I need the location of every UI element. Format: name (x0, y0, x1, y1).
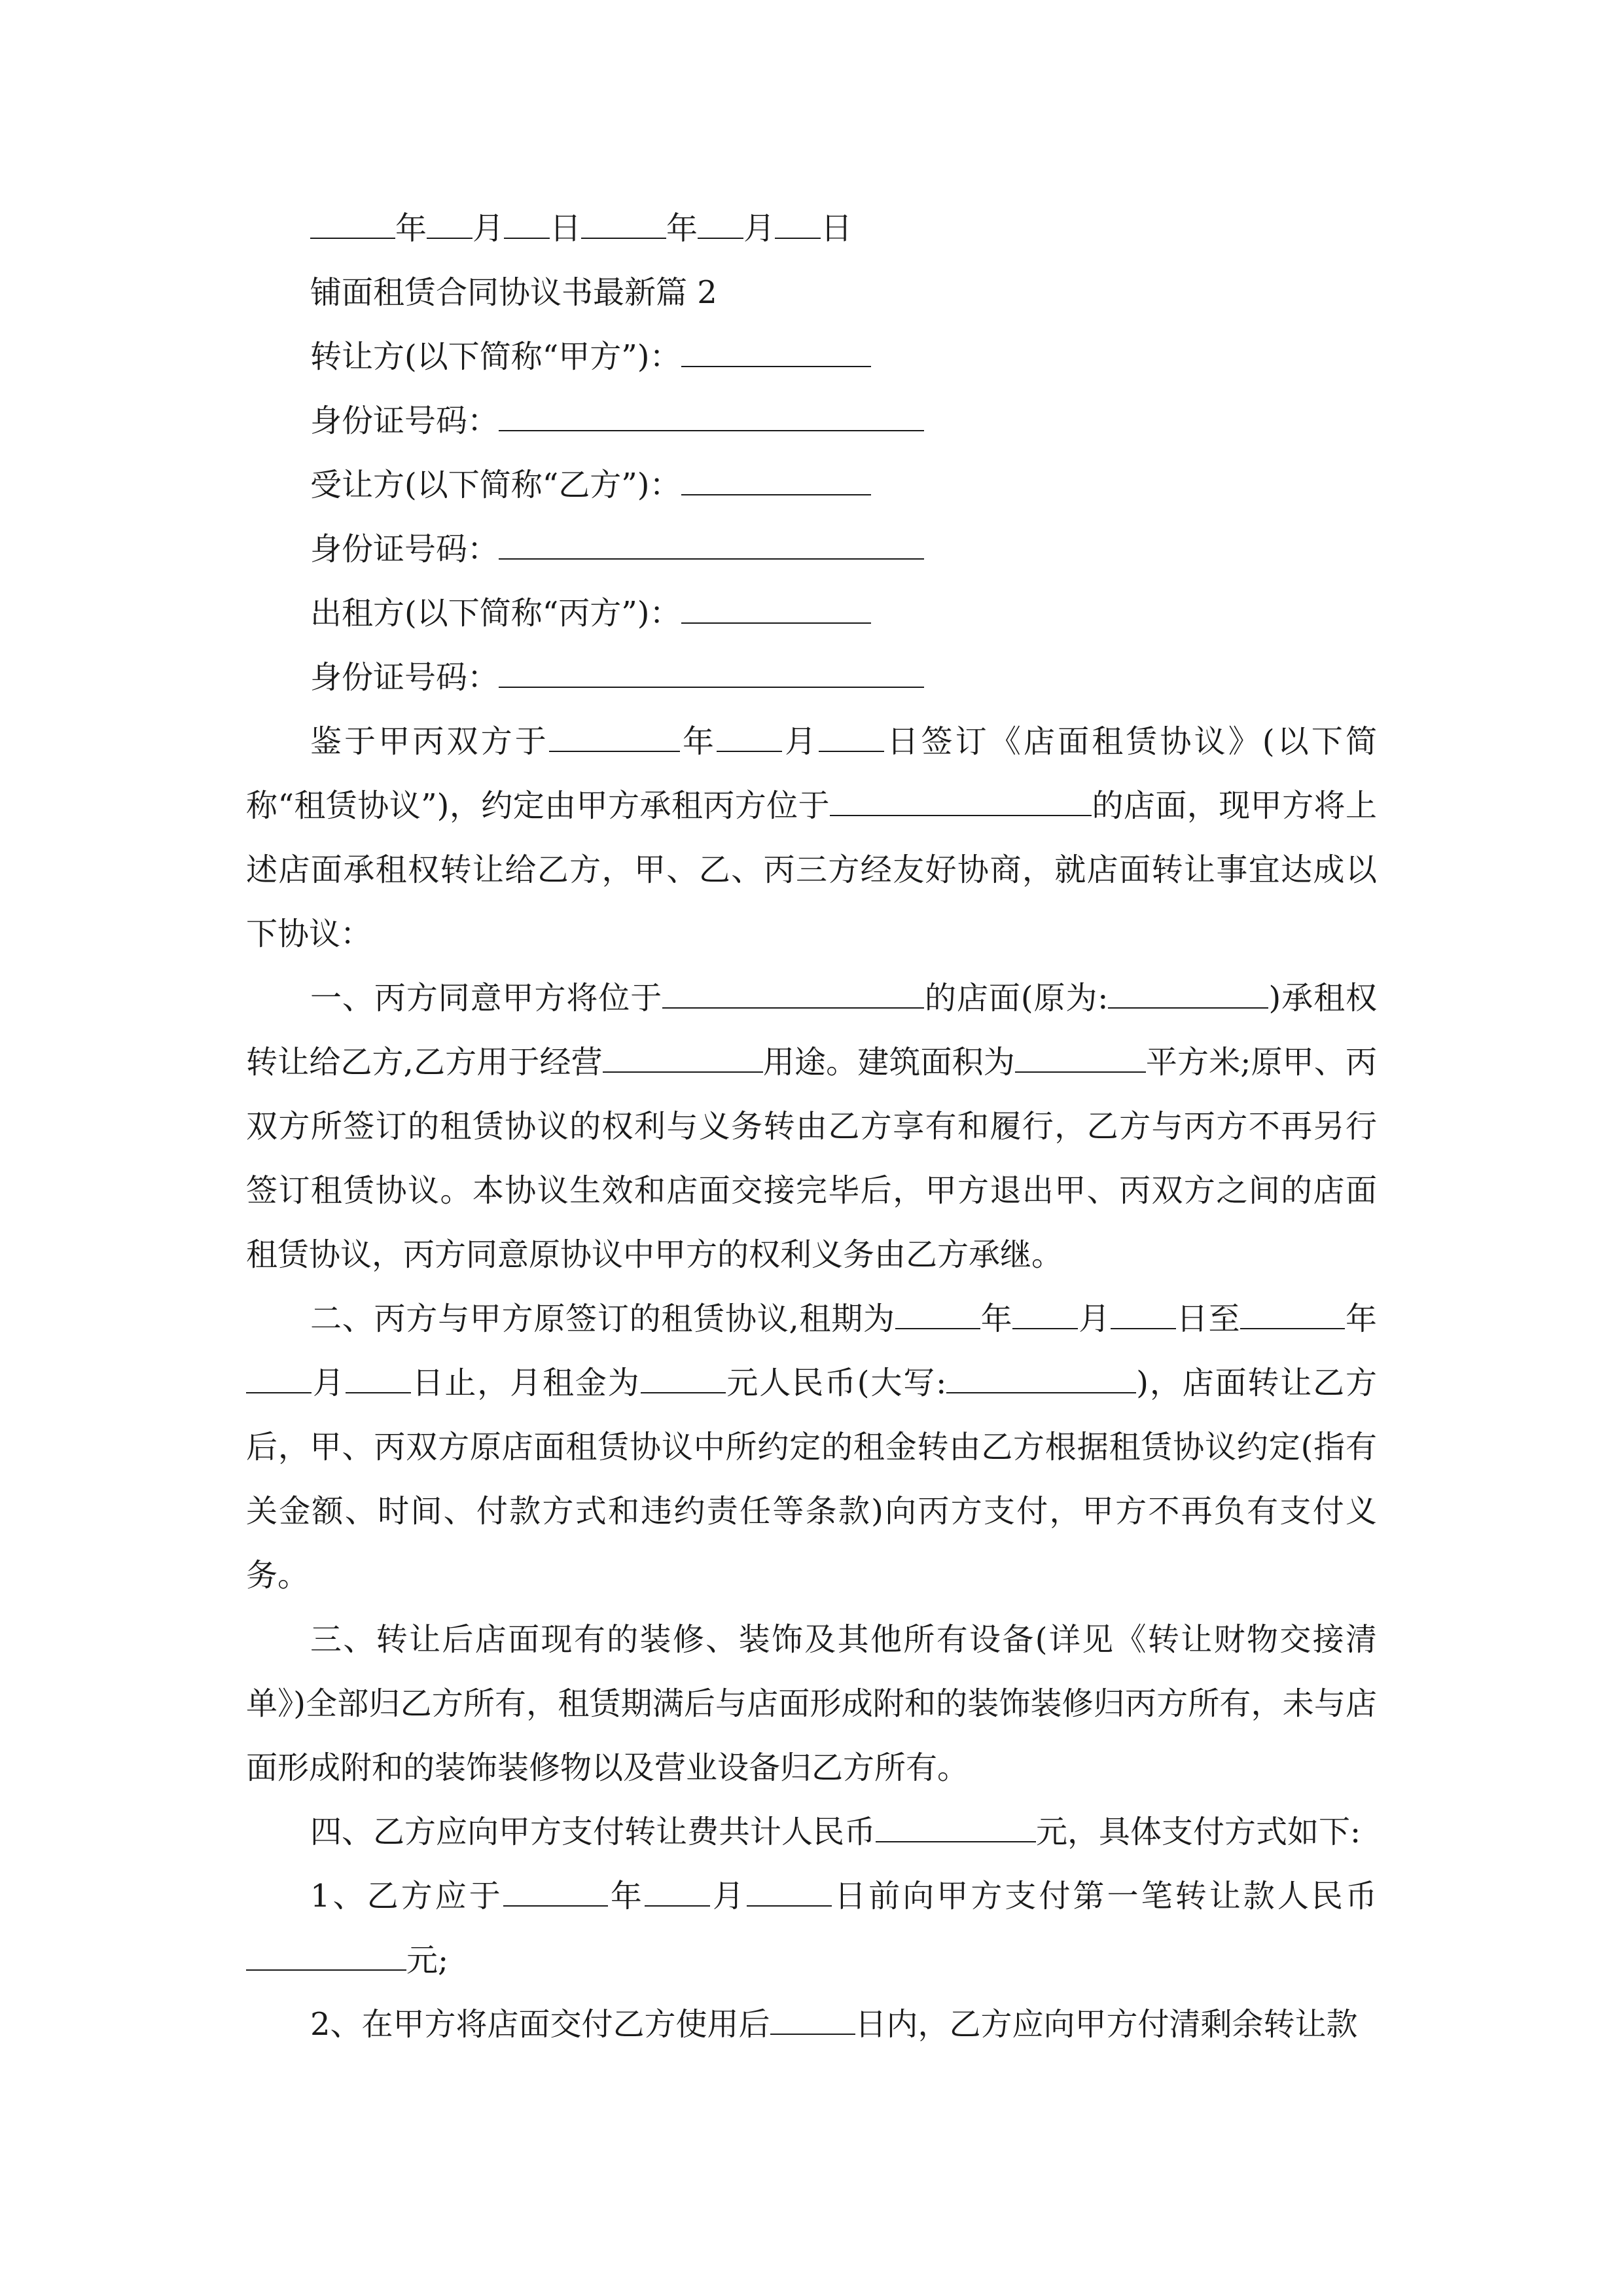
month-blank (427, 209, 473, 239)
blank (770, 2005, 855, 2035)
month-label: 月 (473, 210, 505, 247)
clause-4-paragraph (246, 1800, 1377, 1864)
preamble-text: “租赁协议”)，约定由甲方承租丙方位于 (277, 787, 830, 824)
payment-text: 月 (709, 1878, 747, 1914)
clause-3-paragraph (246, 1607, 1377, 1800)
party-c-blank (681, 594, 871, 624)
blank (830, 786, 1092, 816)
party-c-label: 出租方(以下简称“丙方”)： (310, 595, 681, 632)
clause-text: 乙方后，甲、丙双方原店面租赁协议中所约定的租金转由乙方根据租赁协议约定 (246, 1365, 1377, 1465)
clause-text: 一、丙方同意甲方将位于 (310, 980, 663, 1016)
day-blank (504, 209, 550, 239)
clause-text: 月 (312, 1365, 346, 1401)
clause-text: 与店面形成附和的装饰装修物以及营业设备归乙方所有。 (246, 1685, 1377, 1786)
preamble-text: 月 (782, 723, 819, 760)
payment-text: 1、乙方应于 (310, 1878, 503, 1914)
year-blank (581, 209, 666, 239)
preamble-paragraph (246, 709, 1377, 966)
party-b-label: 受让方(以下简称“乙方”)： (310, 467, 681, 503)
party-c-id-line (246, 645, 1377, 709)
clause-text: 间的店面租赁协议，丙方同意原协议中甲方的权利义务由乙方承继。 (246, 1172, 1377, 1273)
party-b-id-blank (499, 529, 924, 560)
clause-text: 用途。建筑面积为 (762, 1044, 1015, 1081)
clause-text: 原甲、丙双方所签订的租赁协议的权利与义务转由乙方享有和履行，乙方与丙方 (246, 1044, 1377, 1145)
month-label: 月 (743, 210, 776, 247)
preamble-text: 以下协议： (246, 852, 1377, 952)
party-c-id-label: 身份证号码： (310, 659, 499, 696)
party-a-label: 转让方(以下简称“甲方”)： (310, 338, 681, 375)
clause-text: 元，具体支付方式如下: (1036, 1814, 1361, 1850)
blank (895, 1299, 980, 1329)
blank (503, 1876, 608, 1907)
clause-text: (指有关金额、时间、付款方式和违约责任等条款)向丙方支付，甲方不再负有支 (246, 1429, 1377, 1530)
clause-text: 年 (1345, 1300, 1377, 1337)
month-blank (698, 209, 743, 239)
blank (603, 1043, 763, 1073)
party-c-line (246, 581, 1377, 645)
clause-1-paragraph (246, 966, 1377, 1287)
blank (1108, 978, 1268, 1009)
preamble-text: 鉴于甲丙双方于 (310, 723, 549, 760)
clause-text: 日止，月租金为 (410, 1365, 641, 1401)
clause-text: 付义务。 (246, 1493, 1377, 1594)
signature-date-line (246, 196, 1377, 260)
party-b-line (246, 453, 1377, 517)
blank (246, 1941, 406, 1971)
day-label: 日 (550, 210, 582, 247)
day-blank (775, 209, 821, 239)
payment-text: 2、在甲方将店面交付乙方使用后 (310, 2006, 770, 2043)
payment-text: 日前向甲方支付第一笔转让款人民币 (832, 1878, 1377, 1914)
year-label: 年 (666, 210, 698, 247)
preamble-text: 的店面，现甲方将 (1092, 787, 1346, 824)
day-label: 日 (821, 210, 853, 247)
party-c-id-blank (499, 658, 924, 688)
payment-text: 元; (406, 1942, 449, 1979)
blank (645, 1876, 710, 1907)
payment-text: 年 (607, 1878, 645, 1914)
party-a-id-blank (499, 401, 924, 431)
party-a-line (246, 325, 1377, 389)
blank (1240, 1299, 1345, 1329)
blank (876, 1812, 1036, 1842)
year-blank (310, 209, 395, 239)
clause-text: 不再另行签订租赁协议。本协议生效和店面交接完毕后，甲方退出甲、丙双方之 (246, 1108, 1377, 1209)
year-label: 年 (395, 210, 427, 247)
clause-text: 单》)全部归乙方所有，租赁期满后与店面形成附和的装饰装修归丙方所有，未 (246, 1685, 1314, 1722)
party-b-id-line (246, 517, 1377, 581)
preamble-text: 上述店面承租权转让给乙方，甲、乙、丙三方经友好协商，就店面转让事宜达成 (246, 787, 1377, 888)
document-title: 铺面租赁合同协议书最新篇 2 (310, 274, 717, 311)
blank (747, 1876, 832, 1907)
clause-text: 月 (1078, 1300, 1111, 1337)
clause-2-paragraph (246, 1287, 1377, 1607)
blank (1111, 1299, 1176, 1329)
party-a-id-label: 身份证号码： (310, 403, 499, 439)
blank (1015, 1043, 1146, 1073)
blank (549, 722, 680, 752)
blank (819, 722, 884, 752)
clause-text: 的店面(原为: (924, 980, 1109, 1016)
clause-text: 元人民币(大写: (725, 1365, 947, 1401)
blank (246, 1363, 312, 1393)
payment-2-paragraph (246, 1992, 1377, 2056)
blank (1012, 1299, 1078, 1329)
clause-text: )，店面转让 (1136, 1365, 1313, 1401)
preamble-text: 年 (679, 723, 717, 760)
party-a-blank (681, 337, 871, 367)
payment-text: 日内，乙方应向甲方付清剩余转让款 (855, 2006, 1358, 2043)
clause-text: 四、乙方应向甲方支付转让费共计人民币 (310, 1814, 876, 1850)
party-b-blank (681, 465, 871, 495)
blank (641, 1363, 726, 1393)
payment-1-paragraph (246, 1864, 1377, 1992)
party-b-id-label: 身份证号码： (310, 531, 499, 567)
blank (346, 1363, 411, 1393)
clause-text: 平方米; (1145, 1044, 1251, 1081)
clause-text: 三、转让后店面现有的装修、装饰及其他所有设备(详见《转让财物交接清 (310, 1621, 1377, 1658)
clause-text: 年 (980, 1300, 1013, 1337)
clause-text: 日至 (1175, 1300, 1241, 1337)
party-a-id-line (246, 389, 1377, 453)
blank (717, 722, 782, 752)
blank (662, 978, 924, 1009)
clause-text: 二、丙方与甲方原签订的租赁协议,租期为 (310, 1300, 895, 1337)
clause-text: 租权转让给乙方,乙方用于经营 (246, 980, 1377, 1081)
blank (946, 1363, 1136, 1393)
clause-text: )承 (1268, 980, 1314, 1016)
preamble-text: 日签订《店面租赁协议》(以下简称 (246, 723, 1377, 824)
